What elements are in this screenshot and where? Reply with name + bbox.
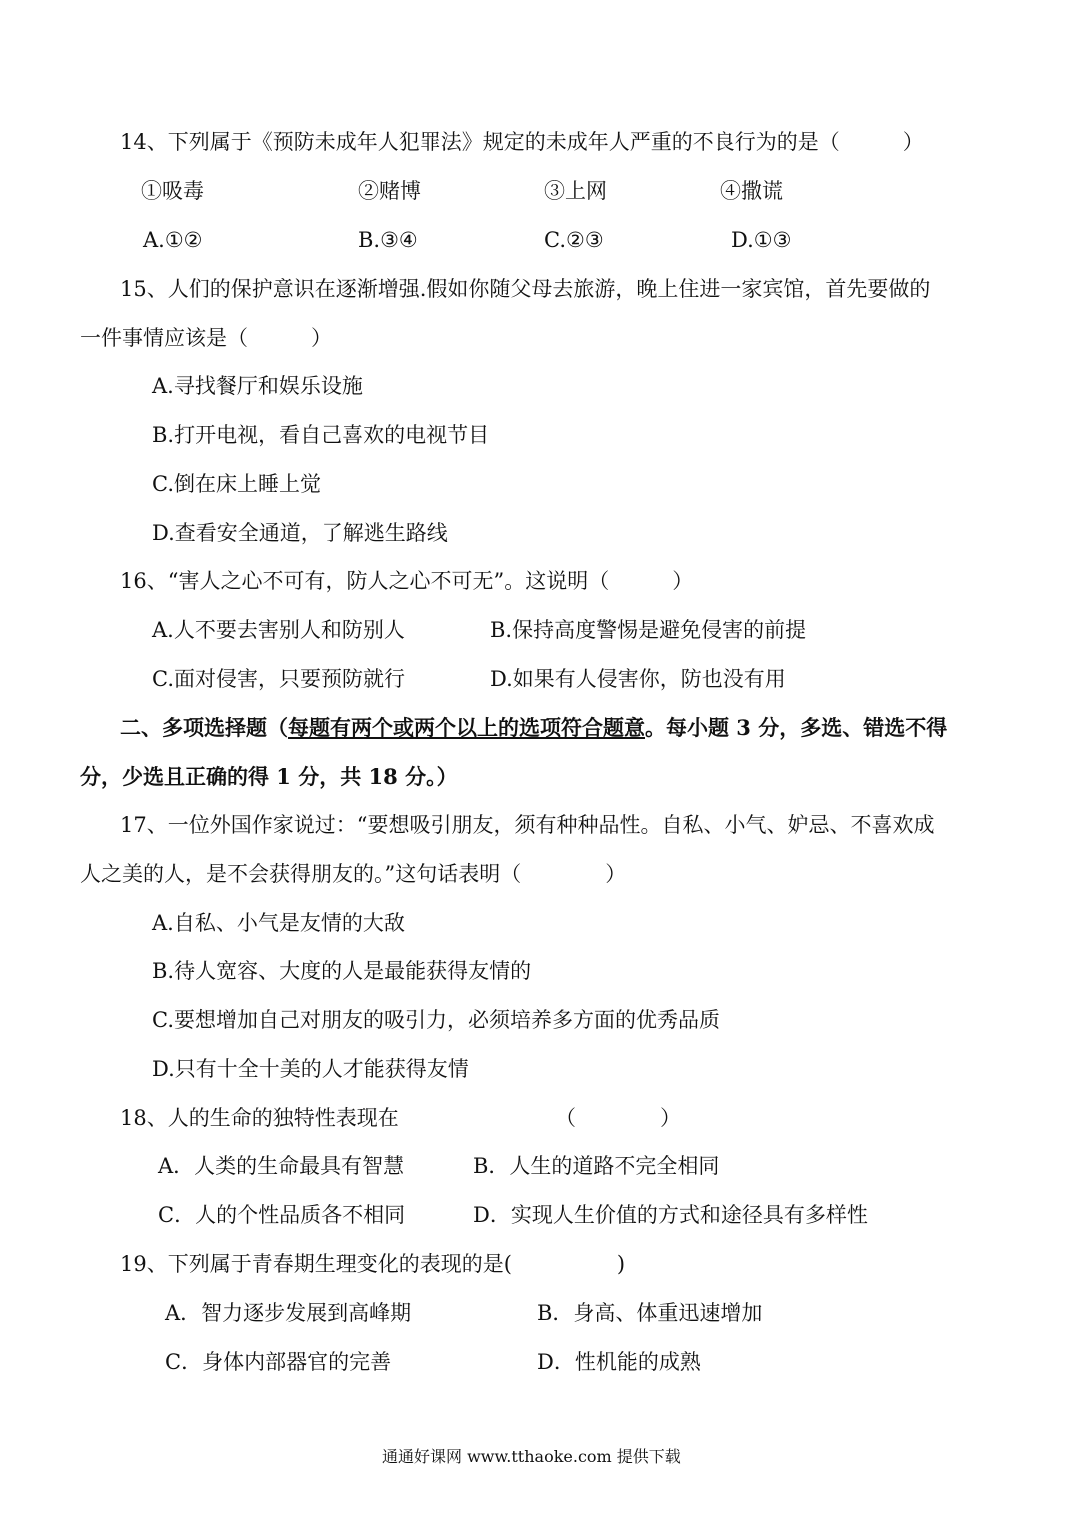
q15-stem-line1: 15、人们的保护意识在逐渐增强.假如你随父母去旅游，晚上住进一家宾馆，首先要做的 bbox=[120, 277, 931, 301]
section2-title bbox=[120, 715, 947, 740]
q14-item-2: ②赌博 bbox=[358, 179, 421, 203]
q17-stem-line1: 17、一位外国作家说过：“要想吸引朋友，须有种种品性。自私、小气、妒忌、不喜欢成 bbox=[120, 813, 935, 837]
q16-stem: 16、“害人之心不可有，防人之心不可无”。这说明（ ） bbox=[120, 569, 694, 593]
q17-option-b: B.待人宽容、大度的人是最能获得友情的 bbox=[152, 959, 532, 983]
q18-stem: 18、人的生命的独特性表现在 bbox=[120, 1106, 399, 1130]
q15-option-a: A.寻找餐厅和娱乐设施 bbox=[152, 374, 363, 398]
q17-stem-line2: 人之美的人，是不会获得朋友的。”这句话表明（ ） bbox=[80, 862, 627, 886]
q19-option-d: D．性机能的成熟 bbox=[537, 1350, 701, 1374]
q19-option-c: C．身体内部器官的完善 bbox=[165, 1350, 392, 1374]
section2-title-b: 。每小题 3 分，多选、错选不得 bbox=[645, 715, 948, 740]
q16-option-b: B.保持高度警惕是避免侵害的前提 bbox=[490, 618, 807, 642]
q19-stem: 19、下列属于青春期生理变化的表现的是( ) bbox=[120, 1252, 626, 1276]
q17-option-c: C.要想增加自己对朋友的吸引力，必须培养多方面的优秀品质 bbox=[152, 1008, 720, 1032]
q16-option-d: D.如果有人侵害你，防也没有用 bbox=[490, 667, 786, 691]
q14-option-a: A.①② bbox=[143, 228, 203, 252]
q19-option-b: B．身高、体重迅速增加 bbox=[537, 1301, 763, 1325]
q18-option-a: A．人类的生命最具有智慧 bbox=[158, 1154, 405, 1178]
q14-option-b: B.③④ bbox=[358, 228, 418, 252]
q15-stem-line2: 一件事情应该是（ ） bbox=[80, 326, 332, 350]
section2-title-line2: 分，少选且正确的得 1 分，共 18 分。） bbox=[80, 764, 458, 789]
page-footer: 通通好课网 www.tthaoke.com 提供下载 bbox=[382, 1447, 681, 1466]
q14-item-3: ③上网 bbox=[544, 179, 607, 203]
section2-title-a: 二、多项选择题（ bbox=[120, 715, 288, 740]
q14-item-4: ④撒谎 bbox=[720, 179, 783, 203]
q15-option-d: D.查看安全通道，了解逃生路线 bbox=[152, 521, 448, 545]
q15-option-b: B.打开电视，看自己喜欢的电视节目 bbox=[152, 423, 490, 447]
q16-option-a: A.人不要去害别人和防别人 bbox=[152, 618, 405, 642]
q14-item-1: ①吸毒 bbox=[141, 179, 204, 203]
q18-bracket: （ ） bbox=[555, 1106, 681, 1130]
q16-option-c: C.面对侵害，只要预防就行 bbox=[152, 667, 405, 691]
q18-option-b: B．人生的道路不完全相同 bbox=[473, 1154, 720, 1178]
q19-option-a: A．智力逐步发展到高峰期 bbox=[165, 1301, 412, 1325]
q14-stem: 14、下列属于《预防未成年人犯罪法》规定的未成年人严重的不良行为的是（ ） bbox=[120, 130, 924, 154]
section2-title-underlined: 每题有两个或两个以上的选项符合题意 bbox=[288, 715, 645, 740]
q14-option-c: C.②③ bbox=[544, 228, 604, 252]
q18-option-d: D．实现人生价值的方式和途径具有多样性 bbox=[473, 1203, 868, 1227]
q15-option-c: C.倒在床上睡上觉 bbox=[152, 472, 321, 496]
q14-option-d: D.①③ bbox=[731, 228, 792, 252]
q18-option-c: C．人的个性品质各不相同 bbox=[158, 1203, 406, 1227]
q17-option-a: A.自私、小气是友情的大敌 bbox=[152, 911, 405, 935]
q17-option-d: D.只有十全十美的人才能获得友情 bbox=[152, 1057, 469, 1081]
